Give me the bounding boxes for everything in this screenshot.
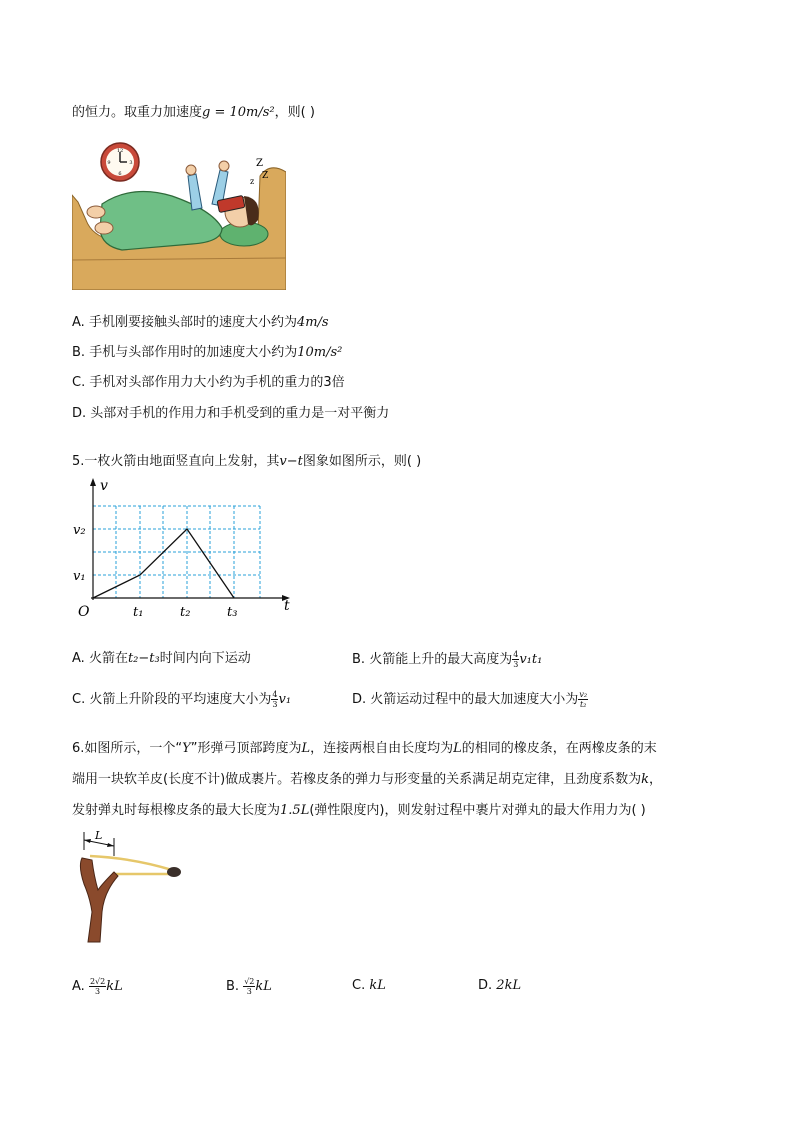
clock-digit-12: 12	[116, 148, 124, 154]
q6-option-c: C. kL	[352, 978, 386, 993]
sleeping-person-illustration	[72, 140, 286, 290]
q5-option-d: D. 火箭运动过程中的最大加速度大小为 $\frac{\text{v₂}}{\text{t₂}}$	[352, 690, 588, 709]
vt-tick-t1: t₁	[133, 605, 144, 620]
intro-line	[72, 104, 315, 122]
vt-tick-v2: v₂	[73, 523, 86, 538]
q4-option-b: B. 手机与头部作用时的加速度大小约为10m/s²	[72, 345, 343, 360]
q6-option-b: B. $\frac{√2}{3}$ kL	[226, 977, 272, 996]
q4-option-c: C. 手机对头部作用力大小约为手机的重力的3倍	[72, 375, 345, 390]
vt-tick-t2: t₂	[180, 605, 191, 620]
sleep-z-2: Z	[262, 171, 269, 181]
slingshot-illustration	[72, 828, 184, 946]
wall-clock	[101, 143, 139, 181]
rubber-band-upper	[90, 856, 172, 870]
vt-tick-v1: v₁	[73, 569, 86, 584]
vt-graph	[70, 476, 300, 622]
vt-origin: O	[78, 604, 90, 620]
intro-text: 的恒力。取重力加速度	[72, 105, 203, 120]
blanket	[100, 192, 222, 251]
q6-stem-line-1: 6.如图所示，一个“Y”形弹弓顶部跨度为L，连接两根自由长度均为L的相同的橡皮条，在两橡皮条的末	[72, 741, 657, 756]
q4-option-a: A. 手机刚要接触头部时的速度大小约为4m/s	[72, 315, 329, 330]
pouch	[167, 867, 181, 877]
q6-stem-line-2: 端用一块软羊皮(长度不计)做成裹片。若橡皮条的弹力与形变量的关系满足胡克定律，且劲度系数为k，	[72, 772, 663, 787]
q4-option-d: D. 头部对手机的作用力和手机受到的重力是一对平衡力	[72, 406, 390, 421]
q6-option-d: D. 2kL	[478, 978, 522, 993]
sleep-z-1: Z	[256, 158, 263, 169]
clock-digit-3: 3	[129, 160, 133, 166]
clock-digit-9: 9	[107, 160, 111, 166]
q6-option-a: A. $\frac{2√2}{3}$ kL	[72, 977, 123, 996]
vt-tick-t3: t₃	[227, 605, 238, 620]
slingshot-frame	[80, 858, 118, 942]
clock-digit-6: 6	[118, 171, 122, 177]
q6-stem-line-3: 发射弹丸时每根橡皮条的最大长度为1.5L(弹性限度内)，则发射过程中裹片对弹丸的最大作用力为( )	[72, 803, 646, 818]
vt-x-label: t	[284, 598, 290, 614]
intro-tail: ，则( )	[274, 105, 315, 120]
sleep-z-3: z	[250, 177, 255, 186]
q5-option-b: B. 火箭能上升的最大高度为 $\frac{4}{3}$ v₁t₁	[352, 650, 543, 669]
vt-y-label: v	[100, 478, 108, 494]
vt-grid	[93, 506, 260, 598]
intro-formula: g = 10m/s²	[202, 105, 275, 120]
q5-option-a: A. 火箭在t₂−t₃时间内向下运动	[72, 651, 251, 666]
q5-option-c: C. 火箭上升阶段的平均速度大小为 $\frac{4}{3}$ v₁	[72, 690, 292, 709]
q5-stem: 5.一枚火箭由地面竖直向上发射，其v−t图象如图所示，则( )	[72, 454, 422, 469]
span-label: L	[95, 829, 103, 842]
